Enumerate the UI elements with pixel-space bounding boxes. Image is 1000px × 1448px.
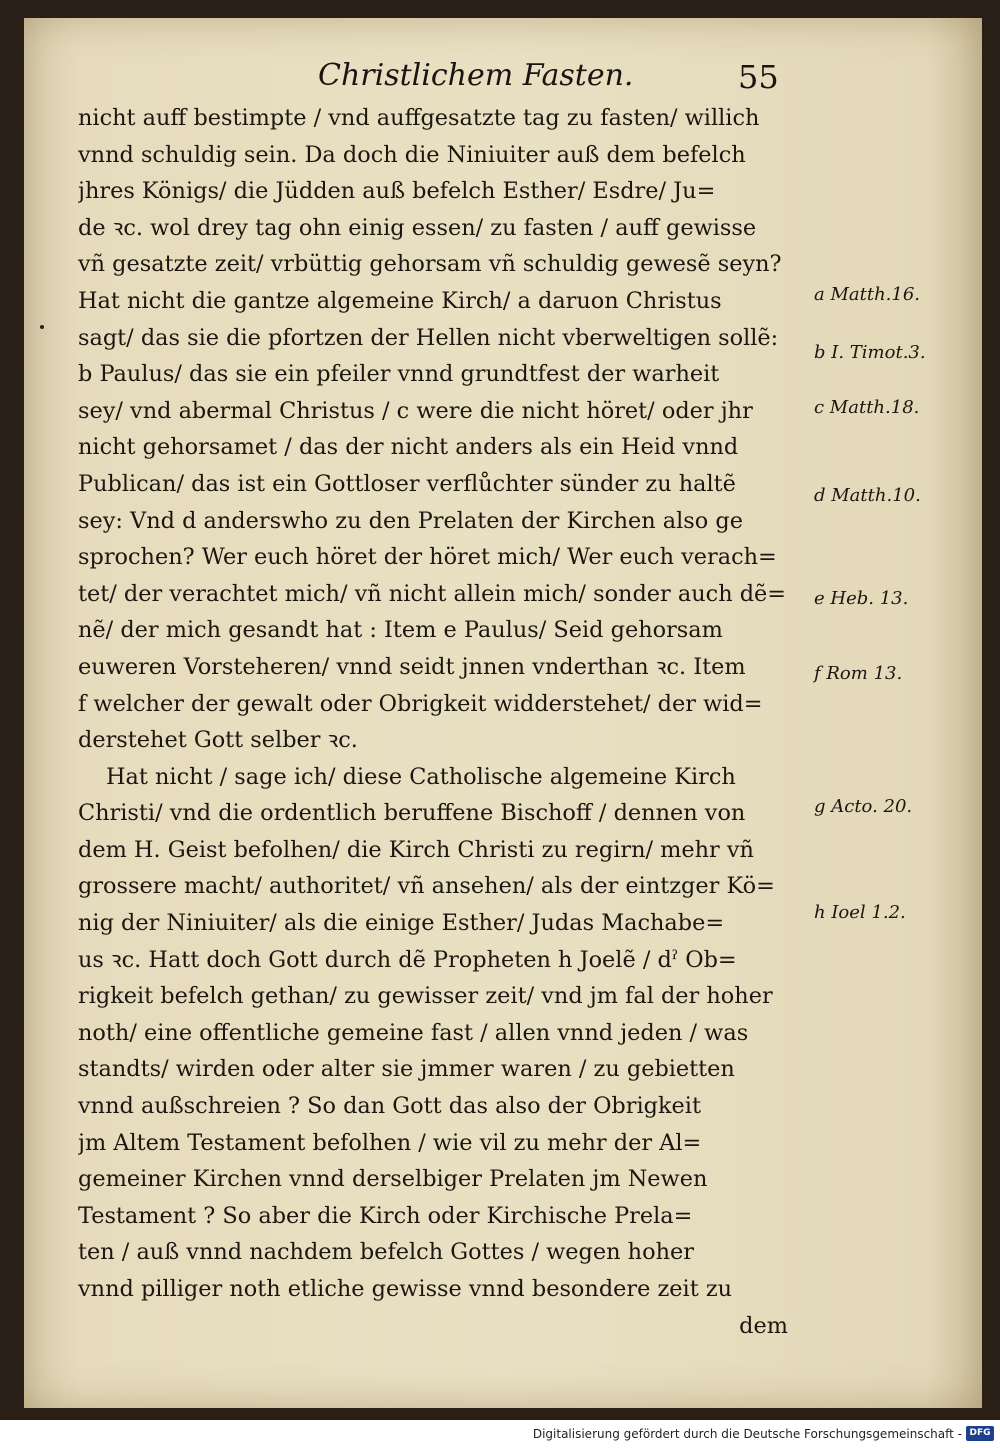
text-line: nicht gehorsamet / das der nicht anders als ein Heid vnnd: [78, 434, 739, 461]
text-line: jhres Königs/ die Jüdden auß befelch Esther/ Esdre/ Ju=: [78, 178, 716, 205]
margin-note: h Ioel 1.2.: [814, 902, 906, 923]
text-line: nẽ/ der mich gesandt hat : Item e Paulus/ Seid gehorsam: [78, 617, 723, 644]
text-line: sey: Vnd d anderswho zu den Prelaten der Kirchen also ge: [78, 507, 743, 534]
text-line: sprochen? Wer euch höret der höret mich/ Wer euch verach=: [78, 544, 777, 571]
margin-note: b I. Timot.3.: [814, 342, 926, 363]
text-line: Publican/ das ist ein Gottloser verflůchter sünder zu haltẽ: [78, 470, 736, 497]
margin-note: c Matth.18.: [814, 397, 920, 418]
page-number: 55: [738, 58, 779, 96]
margin-note: f Rom 13.: [814, 663, 903, 684]
text-line: tet/ der verachtet mich/ vñ nicht allein mich/ sonder auch dẽ=: [78, 580, 787, 607]
text-line: Testament ? So aber die Kirch oder Kirchische Prela=: [78, 1202, 693, 1229]
text-line: vnnd pilliger noth etliche gewisse vnnd besondere zeit zu: [78, 1276, 733, 1302]
text-line: dem H. Geist befolhen/ die Kirch Christi zu regirn/ mehr vñ: [78, 836, 754, 863]
text-line: euweren Vorsteheren/ vnnd seidt jnnen vnderthan ꝛc. Item: [78, 653, 746, 680]
text-line: nicht auff bestimpte / vnd auffgesatzte tag zu fasten/ willich: [78, 105, 760, 131]
text-line: ten / auß vnnd nachdem befelch Gottes / wegen hoher: [78, 1239, 694, 1266]
text-line: Hat nicht / sage ich/ diese Catholische algemeine Kirch: [106, 763, 736, 790]
margin-note: g Acto. 20.: [814, 796, 913, 817]
body-text: [78, 100, 818, 1344]
page-header: [0, 58, 1000, 98]
text-line: Hat nicht die gantze algemeine Kirch/ a daruon Christus: [78, 287, 722, 314]
text-line: vnnd schuldig sein. Da doch die Niniuiter auß dem befelch: [78, 141, 746, 168]
text-line: f welcher der gewalt oder Obrigkeit widderstehet/ der wid=: [78, 690, 763, 717]
text-line: nig der Niniuiter/ als die einige Esther/ Judas Machabe=: [78, 910, 725, 937]
text-line: sagt/ das sie die pfortzen der Hellen nicht vberweltigen sollẽ:: [78, 324, 779, 351]
dfg-logo: DFG: [966, 1426, 994, 1441]
running-title: Christlichem Fasten.: [318, 58, 634, 93]
text-line: standts/ wirden oder alter sie jmmer waren / zu gebietten: [78, 1056, 735, 1083]
ink-dot: [40, 325, 44, 329]
footer-bar: [0, 1420, 1000, 1448]
text-line: gemeiner Kirchen vnnd derselbiger Prelaten jm Newen: [78, 1166, 708, 1193]
text-line: noth/ eine offentliche gemeine fast / allen vnnd jeden / was: [78, 1019, 749, 1046]
text-line: jm Altem Testament befolhen / wie vil zu mehr der Al=: [78, 1129, 702, 1156]
text-line: Christi/ vnd die ordentlich beruffene Bischoff / dennen von: [78, 800, 746, 827]
text-line: vñ gesatzte zeit/ vrbüttig gehorsam vñ schuldig gewesẽ seyn?: [78, 251, 782, 278]
margin-note: d Matth.10.: [814, 485, 921, 506]
funding-credit: Digitalisierung gefördert durch die Deutsche Forschungsgemeinschaft -: [532, 1427, 962, 1441]
text-line: derstehet Gott selber ꝛc.: [78, 727, 358, 754]
text-line: de ꝛc. wol drey tag ohn einig essen/ zu fasten / auff gewisse: [78, 214, 757, 241]
text-line: us ꝛc. Hatt doch Gott durch dẽ Propheten h Joelẽ / dˀ Ob=: [78, 946, 737, 973]
margin-note: a Matth.16.: [814, 284, 921, 305]
catchword: dem: [739, 1312, 788, 1339]
text-line: vnnd außschreien ? So dan Gott das also der Obrigkeit: [78, 1093, 701, 1120]
margin-note: e Heb. 13.: [814, 588, 909, 609]
text-line: rigkeit befelch gethan/ zu gewisser zeit/ vnd jm fal der hoher: [78, 983, 773, 1010]
text-line: grossere macht/ authoritet/ vñ ansehen/ als der eintzger Kö=: [78, 873, 775, 900]
text-line: b Paulus/ das sie ein pfeiler vnnd grundtfest der warheit: [78, 361, 720, 388]
text-line: sey/ vnd abermal Christus / c were die nicht höret/ oder jhr: [78, 397, 753, 424]
